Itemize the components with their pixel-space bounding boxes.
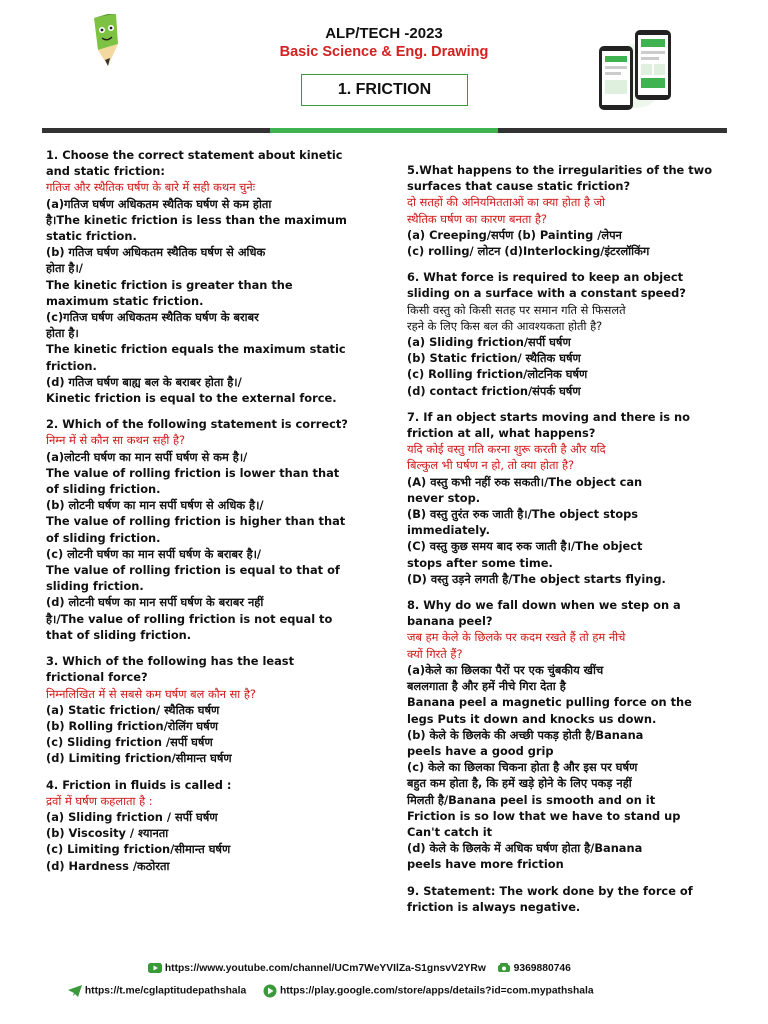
option-b: (b) केले के छिलके की अच्छी पकड़ होती है/Banana	[407, 727, 644, 742]
question-8	[407, 597, 731, 872]
question-3	[46, 653, 368, 766]
option-a: of sliding friction.	[46, 482, 161, 497]
footer-row-2	[68, 984, 594, 998]
option-c: (c) Sliding friction /सर्पी घर्षण	[46, 735, 213, 750]
option-b: of sliding friction.	[46, 530, 161, 545]
option-b: maximum static friction.	[46, 293, 204, 308]
option-c: (c)गतिज घर्षण अधिकतम स्थैतिक घर्षण के बराबर	[46, 310, 259, 325]
option-d: (d) contact friction/संपर्क घर्षण	[407, 383, 581, 398]
option-c: sliding friction.	[46, 579, 144, 594]
option-d: (d) गतिज घर्षण बाह्य बल के बराबर होता है।/	[46, 374, 242, 389]
option-d: peels have more friction	[407, 857, 564, 872]
option-a: (a)लोटनी घर्षण का मान सर्पी घर्षण से कम है।/	[46, 449, 248, 464]
play-store-icon	[263, 984, 277, 998]
question-text: and static friction:	[46, 164, 165, 179]
question-text: friction is always negative.	[407, 899, 581, 914]
question-text-hindi: बिल्कुल भी घर्षण न हो, तो क्या होता है?	[407, 458, 575, 473]
option-c: मिलती है/Banana peel is smooth and on it	[407, 792, 656, 807]
option-a: है।The kinetic friction is less than the maximum	[46, 212, 347, 227]
option-c: (c) Rolling friction/लोटनिक घर्षण	[407, 367, 588, 382]
option-b: The value of rolling friction is higher than that	[46, 514, 346, 529]
option-b: (B) वस्तु तुरंत रुक जाती है।/The object stops	[407, 507, 639, 522]
question-text: 8. Why do we fall down when we step on a	[407, 598, 681, 613]
phone-icon	[497, 963, 511, 973]
option-c: बहुत कम होता है, कि हमें खड़े होने के लिए पकड़ नहीं	[407, 776, 632, 791]
left-column	[46, 147, 368, 884]
question-text: 7. If an object starts moving and there is no	[407, 409, 690, 424]
question-text: 3. Which of the following has the least	[46, 654, 295, 669]
option-c: Can't catch it	[407, 824, 493, 839]
telegram-link[interactable]: https://t.me/cglaptitudepathshala	[84, 985, 247, 997]
subject-subtitle: Basic Science & Eng. Drawing	[279, 44, 489, 60]
question-text: banana peel?	[407, 614, 493, 629]
option-c: (c) Limiting friction/सीमान्त घर्षण	[46, 842, 231, 857]
question-text-hindi: स्थैतिक घर्षण का कारण बनता है?	[407, 211, 547, 226]
question-text-hindi: रहने के लिए किस बल की आवश्यकता होती है?	[407, 318, 603, 333]
option-a: Banana peel a magnetic pulling force on the	[407, 695, 692, 710]
question-9	[407, 883, 731, 915]
question-text: friction at all, what happens?	[407, 426, 596, 441]
header-divider	[42, 128, 727, 133]
question-text: 5.What happens to the irregularities of the two	[407, 163, 713, 177]
option-a: The value of rolling friction is lower than that	[46, 465, 340, 480]
youtube-icon	[148, 963, 162, 973]
option-d: Kinetic friction is equal to the external force.	[46, 391, 337, 406]
option-d: (D) वस्तु उड़ने लगती है/The object starts flying.	[407, 571, 666, 586]
option-a: (a) Sliding friction / सर्पी घर्षण	[46, 809, 218, 824]
question-text-hindi: गतिज और स्थैतिक घर्षण के बारे में सही कथन चुनेः	[46, 180, 256, 195]
question-text: 9. Statement: The work done by the force of	[407, 883, 693, 898]
option-a: बललगाता है और हमें नीचे गिरा देता है	[407, 679, 566, 694]
question-text-hindi: दो सतहों की अनियमितताओं का क्या होता है जो	[407, 195, 606, 210]
pencil-mascot-logo	[88, 14, 122, 72]
option-c: (C) वस्तु कुछ समय बाद रुक जाती है।/The object	[407, 539, 643, 554]
question-text-hindi: क्यों गिरते हैं?	[407, 646, 463, 661]
option-c: The value of rolling friction is equal to that of	[46, 563, 340, 578]
right-column	[407, 162, 731, 925]
option-a: (a)गतिज घर्षण अधिकतम स्थैतिक घर्षण से कम होता	[46, 196, 272, 211]
options-row: (a) Creeping/सर्पण (b) Painting /लेपन	[407, 227, 622, 242]
question-5	[407, 162, 731, 259]
app-phones-illustration	[595, 24, 677, 119]
option-a: (a)केले का छिलका पैरों पर एक चुंबकीय खींच	[407, 662, 604, 677]
question-7	[407, 409, 731, 587]
question-text-hindi: द्रवों में घर्षण कहलाता है :	[46, 793, 153, 808]
option-b: (b) Viscosity / श्यानता	[46, 826, 169, 841]
question-text: 6. What force is required to keep an object	[407, 270, 684, 285]
question-text: 2. Which of the following statement is correct?	[46, 417, 348, 432]
question-6	[407, 269, 731, 399]
exam-title: ALP/TECH -2023	[325, 25, 443, 42]
question-text-hindi: जब हम केले के छिलके पर कदम रखते हैं तो हम नीचे	[407, 630, 626, 645]
option-b: peels have a good grip	[407, 743, 554, 758]
option-b: The kinetic friction is greater than the	[46, 277, 293, 292]
question-text-hindi: निम्न में से कौन सा कथन सही है?	[46, 433, 186, 448]
option-a: static friction.	[46, 229, 137, 244]
chapter-title-box: 1. FRICTION	[301, 74, 468, 106]
question-text: 1. Choose the correct statement about kinetic	[46, 148, 343, 162]
option-b: (b) गतिज घर्षण अधिकतम स्थैतिक घर्षण से अधिक	[46, 245, 266, 260]
question-text: sliding on a surface with a constant speed?	[407, 286, 686, 301]
question-text-hindi: यदि कोई वस्तु गति करना शुरू करती है और यदि	[407, 442, 606, 457]
question-text: frictional force?	[46, 670, 148, 685]
youtube-link[interactable]: https://www.youtube.com/channel/UCm7WeYVIlZa-S1gnsvV2YRw	[164, 963, 486, 974]
options-row: (c) rolling/ लोटन (d)Interlocking/इंटरलॉकिंग	[407, 244, 650, 259]
option-c: friction.	[46, 358, 97, 373]
option-c: (c) लोटनी घर्षण का मान सर्पी घर्षण के बराबर है।/	[46, 546, 262, 561]
option-d: that of sliding friction.	[46, 627, 192, 642]
option-b: (b) Rolling friction/रोलिंग घर्षण	[46, 718, 218, 733]
option-a: never stop.	[407, 490, 481, 505]
question-text: surfaces that cause static friction?	[407, 179, 631, 194]
option-b: (b) Static friction/ स्थैतिक घर्षण	[407, 351, 581, 366]
option-a: (A) वस्तु कभी नहीं रुक सकती।/The object can	[407, 474, 643, 489]
option-a: (a) Static friction/ स्थैतिक घर्षण	[46, 702, 220, 717]
option-b: (b) लोटनी घर्षण का मान सर्पी घर्षण से अधिक है।/	[46, 498, 264, 513]
option-c: The kinetic friction equals the maximum static	[46, 342, 346, 357]
option-d: है।/The value of rolling friction is not equal to	[46, 611, 333, 626]
play-store-link[interactable]: https://play.google.com/store/apps/details?id=com.mypathshala	[279, 985, 594, 997]
question-text-hindi: किसी वस्तु को किसी सतह पर समान गति से फिसलते	[407, 302, 626, 317]
option-a: (a) Sliding friction/सर्पी घर्षण	[407, 335, 571, 350]
option-c: Friction is so low that we have to stand up	[407, 808, 681, 823]
option-c: stops after some time.	[407, 555, 553, 570]
footer-row-1	[148, 963, 571, 974]
option-d: (d) Hardness /कठोरता	[46, 858, 170, 873]
option-d: (d) केले के छिलके में अधिक घर्षण होता है/Banana	[407, 841, 643, 856]
question-1	[46, 147, 368, 406]
question-text: 4. Friction in fluids is called :	[46, 777, 232, 792]
option-c: (c) केले का छिलका चिकना होता है और इस पर घर्षण	[407, 760, 638, 775]
question-2	[46, 416, 368, 643]
option-a: legs Puts it down and knocks us down.	[407, 711, 657, 726]
option-d: (d) लोटनी घर्षण का मान सर्पी घर्षण के बराबर नहीं	[46, 595, 264, 610]
question-4	[46, 777, 368, 874]
option-c: होता है।	[46, 326, 79, 341]
option-b: होता है।/	[46, 261, 83, 276]
question-text-hindi: निम्नलिखित में से सबसे कम घर्षण बल कौन सा है?	[46, 686, 256, 701]
phone-number[interactable]: 9369880746	[513, 963, 571, 974]
option-b: immediately.	[407, 523, 490, 538]
telegram-icon	[68, 985, 82, 997]
option-d: (d) Limiting friction/सीमान्त घर्षण	[46, 751, 232, 766]
